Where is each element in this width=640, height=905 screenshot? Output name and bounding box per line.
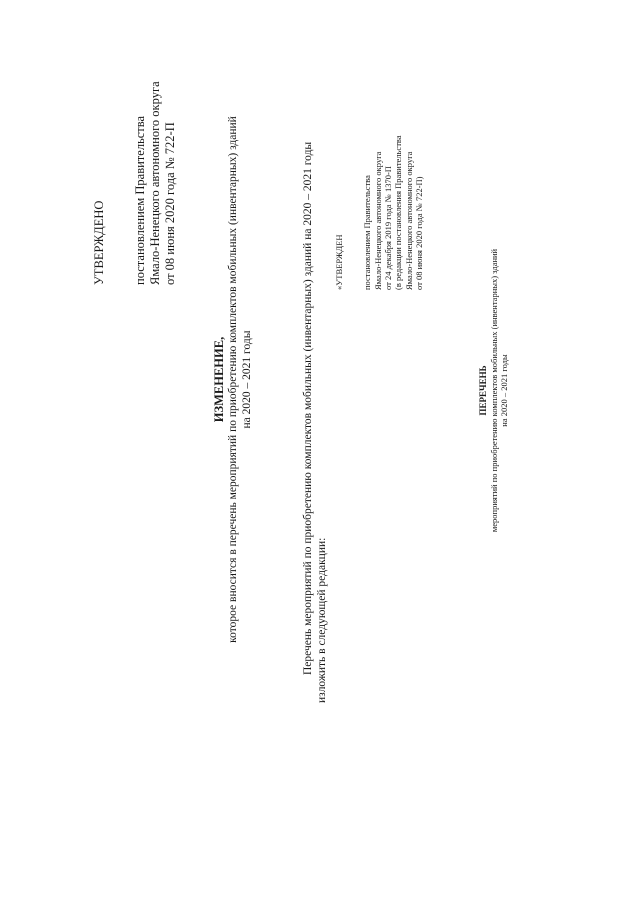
list-title: ПЕРЕЧЕНЬ — [478, 365, 488, 416]
body-line-1: Перечень мероприятий по приобретению комплектов мобильных (инвентарных) зданий на 2020 – 2021 годы — [302, 141, 314, 675]
change-subtitle: которое вносится в перечень мероприятий по приобретению комплектов мобильных (инвентарных) зданий — [227, 116, 239, 643]
approval-line: от 24 декабря 2019 года № 1370-П — [383, 166, 394, 290]
change-title: ИЗМЕНЕНИЕ, — [212, 336, 226, 423]
list-title-block — [478, 193, 509, 588]
approval-heading: УТВЕРЖДЕНО — [92, 200, 106, 285]
approval-line: постановлением Правительства — [133, 115, 147, 285]
approval-line: постановлением Правительства — [362, 175, 373, 290]
approval-heading: «УТВЕРЖДЕН — [334, 234, 344, 290]
change-years: на 2020 – 2021 годы — [240, 330, 253, 429]
approval-line: Ямало-Ненецкого автономного округа — [403, 151, 414, 290]
approval-block-2 — [334, 135, 425, 290]
approval-line: Ямало-Ненецкого автономного округа — [148, 81, 162, 285]
list-years: на 2020 – 2021 годы — [498, 354, 509, 427]
change-block — [212, 87, 255, 672]
approval-line: от 08 июня 2020 года № 722-П — [163, 122, 177, 285]
approval-line: от 08 июня 2020 года № 722-П) — [414, 176, 425, 290]
list-subtitle: мероприятий по приобретению комплектов мобильных (инвентарных) зданий — [488, 248, 499, 533]
body-paragraph — [302, 142, 330, 703]
approval-line: (в редакции постановления Правительства — [393, 135, 404, 290]
approval-line: Ямало-Ненецкого автономного округа — [372, 151, 383, 290]
approval-block-1 — [92, 81, 178, 285]
body-line-2: изложить в следующей редакции: — [315, 537, 328, 703]
